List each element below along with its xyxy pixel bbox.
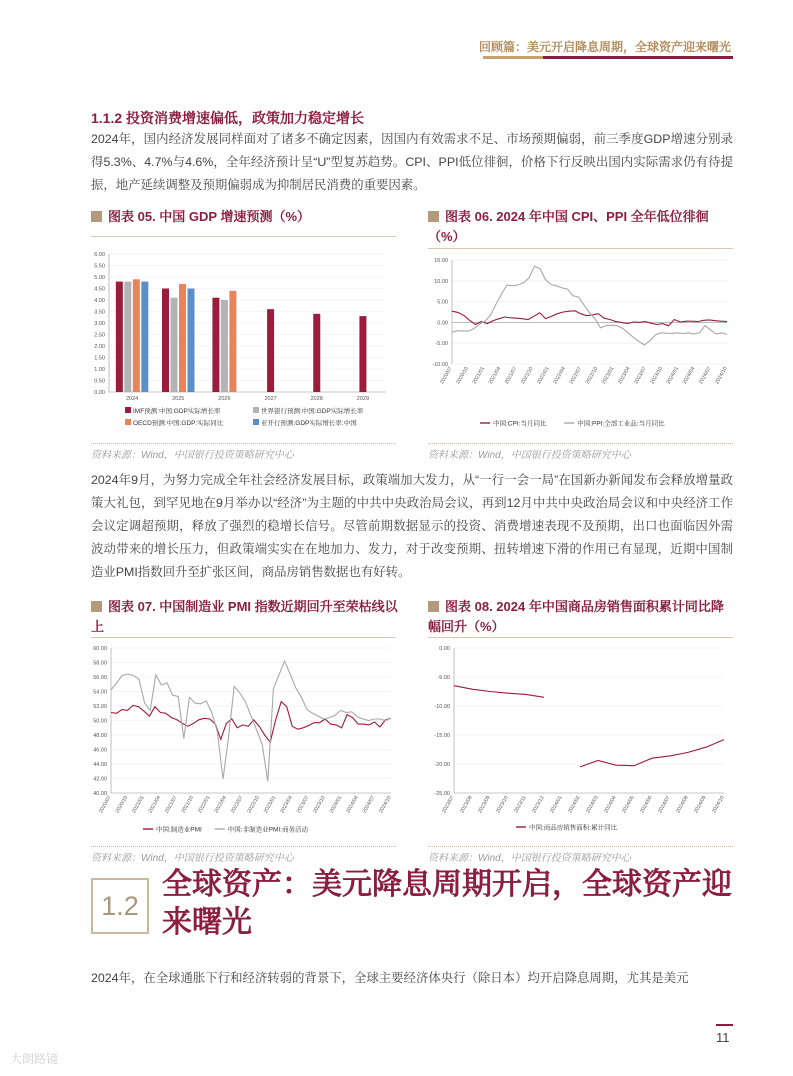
x-tick-label: 2028 (310, 396, 323, 402)
y-tick-label: 54.00 (93, 689, 107, 696)
y-tick-label: 56.00 (93, 675, 107, 681)
legend-swatch (125, 407, 131, 413)
x-tick-label: 2022/10 (584, 366, 600, 386)
legend-swatch (253, 419, 259, 425)
bar (359, 316, 366, 392)
figure-08-dotted (428, 846, 733, 847)
section-title: 1.1.2 投资消费增速偏低，政策加力稳定增长 (91, 110, 365, 126)
x-tick-label: 2024/04 (681, 366, 697, 386)
x-tick-label: 2024/07 (657, 795, 672, 815)
series-line (111, 661, 391, 781)
x-tick-label: 2023/11 (513, 795, 528, 814)
x-tick-label: 2021/04 (487, 366, 503, 386)
watermark-logo: 大朗路镜 (10, 1052, 59, 1066)
figure-07-chart (91, 642, 396, 842)
y-tick-label: 5.50 (94, 263, 105, 270)
figure-05-dotted (91, 443, 396, 444)
x-tick-label: 2023/07 (295, 795, 311, 815)
x-tick-label: 2024/02 (567, 795, 582, 815)
x-tick-label: 2023/01 (600, 366, 616, 386)
x-tick-label: 2023/10 (495, 795, 510, 815)
y-tick-label: 4.50 (94, 286, 105, 293)
y-tick-label: 0.00 (437, 320, 448, 327)
x-tick-label: 2023/10 (312, 795, 327, 815)
x-tick-label: 2023/04 (617, 366, 632, 386)
x-tick-label: 2022/01 (536, 366, 551, 386)
x-tick-label: 2025 (172, 396, 185, 402)
legend-label: 中国:非制造业PMI:商务活动 (227, 826, 308, 834)
section-number-badge: 1.2 (91, 878, 149, 934)
y-tick-label: 50.00 (93, 718, 107, 725)
page-number-rule (716, 1024, 733, 1026)
y-tick-label: -20.00 (434, 762, 450, 768)
legend-label: 中国:制造业PMI (156, 826, 202, 834)
x-tick-label: 2022/07 (229, 795, 245, 815)
x-tick-label: 2024/08 (675, 795, 690, 815)
figure-06-rule (428, 248, 733, 249)
figure-07-title (91, 597, 401, 637)
figure-marker-icon (428, 601, 439, 612)
y-tick-label: 60.00 (93, 646, 107, 652)
legend-label: 中国:PPI:全部工业品:当月同比 (577, 420, 665, 428)
y-tick-label: 4.00 (94, 298, 105, 304)
x-tick-label: 2029 (356, 396, 370, 402)
figure-05-source: 资料来源：Wind，中国银行投资策略研究中心 (91, 450, 294, 461)
figure-07-title-text: 图表 07. 中国制造业 PMI 指数近期回升至荣枯线以上 (91, 599, 398, 634)
series-line (111, 702, 391, 743)
x-tick-label: 2021/10 (180, 795, 196, 815)
y-tick-label: 58.00 (93, 660, 107, 667)
x-tick-label: 2022/04 (552, 366, 567, 386)
y-tick-label: 1.00 (94, 367, 105, 373)
bar (212, 298, 219, 392)
y-tick-label: 48.00 (93, 733, 107, 739)
y-tick-label: -5.00 (435, 341, 448, 348)
x-tick-label: 2022/01 (196, 795, 212, 815)
figure-06-title (428, 207, 733, 247)
y-tick-label: 15.00 (434, 258, 448, 264)
bar (116, 282, 123, 392)
series-line (452, 266, 727, 345)
legend-label: 中国:商品房销售面积:累计同比 (529, 824, 618, 832)
bar (313, 314, 320, 392)
x-tick-label: 2024/03 (585, 795, 600, 815)
y-tick-label: 52.00 (93, 704, 107, 710)
y-tick-label: 5.00 (94, 275, 105, 281)
figure-06-source: 资料来源：Wind，中国银行投资策略研究中心 (428, 450, 631, 461)
series-line (454, 686, 724, 767)
y-tick-label: 3.50 (94, 309, 105, 316)
x-tick-label: 2023/08 (459, 795, 474, 815)
x-tick-label: 2020/07 (98, 795, 113, 815)
y-tick-label: 2.50 (94, 332, 105, 339)
x-tick-label: 2023/07 (633, 366, 648, 386)
x-tick-label: 2024/07 (361, 795, 377, 815)
figure-08-chart (428, 642, 733, 842)
legend-label: OECD预测:中国:GDP:实际同比 (133, 420, 224, 427)
x-tick-label: 2023/12 (531, 795, 546, 815)
y-tick-label: 40.00 (93, 791, 107, 797)
y-tick-label: 5.00 (437, 299, 448, 306)
y-tick-label: 44.00 (93, 762, 107, 768)
y-tick-label: -5.00 (437, 675, 450, 681)
y-tick-label: 3.00 (94, 321, 105, 327)
x-tick-label: 2024/01 (665, 366, 681, 386)
figure-05-title (91, 207, 391, 227)
figure-05-title-text: 图表 05. 中国 GDP 增速预测（%） (108, 209, 311, 224)
x-tick-label: 2023/09 (477, 795, 492, 815)
y-tick-label: -10.00 (434, 704, 450, 710)
figure-08-source: 资料来源：Wind，中国银行投资策略研究中心 (428, 853, 631, 864)
y-tick-label: 1.50 (94, 355, 105, 362)
figure-marker-icon (91, 211, 102, 222)
figure-marker-icon (91, 601, 102, 612)
x-tick-label: 2022/10 (246, 795, 261, 815)
x-tick-label: 2022/07 (568, 366, 584, 386)
paragraph-global: 2024年，在全球通胀下行和经济转弱的背景下，全球主要经济体央行（除日本）均开启降息周期，尤其是美元 (91, 971, 689, 985)
x-tick-label: 2024/06 (639, 795, 654, 815)
paragraph-intro: 2024年，国内经济发展同样面对了诸多不确定因素，因国内有效需求不足、市场预期偏弱，前三季度GDP增速分别录得5.3%、4.7%与4.6%，全年经济预计呈“U”型复苏趋势。CPI、PPI低位徘徊，价格下行反映出国内实际需求仍有待提振，地产延续调整及预期偏弱成为抑制居民消费的重要因素。 (91, 132, 733, 192)
x-tick-label: 2024/10 (378, 795, 393, 815)
figure-08-title (428, 597, 733, 637)
x-tick-label: 2024/09 (693, 795, 708, 815)
x-tick-label: 2021/07 (503, 366, 519, 386)
figure-06-dotted (428, 443, 733, 444)
y-tick-label: 10.00 (434, 278, 448, 285)
y-tick-label: 46.00 (93, 747, 107, 754)
legend-label: 中国:CPI:当月同比 (493, 420, 547, 428)
x-tick-label: 2021/01 (131, 795, 146, 815)
paragraph-policy: 2024年9月，为努力完成全年社会经济发展目标，政策端加大发力，从“一行一会一局”在国新办新闻发布会释放增量政策大礼包，到罕见地在9月举办以“经济”为主题的中共中央政治局会议，再到12月中共中央政治局会议和中央经济工作会议定调超预期，释放了强烈的稳增长信号。尽管前期数据显示的投资、消费增速表现不及预期，出口也面临因外需波动带来的增长压力，但政策端实实在在地加力、发力，对于改变预期、扭转增速下滑的作用已有显现，近期中国制造业PMI指数回升至扩张区间，商品房销售数据也有好转。 (91, 473, 733, 579)
figure-05-rule (91, 236, 396, 237)
x-tick-label: 2021/07 (164, 795, 179, 815)
y-tick-label: 0.50 (94, 378, 105, 385)
x-tick-label: 2024/10 (714, 366, 729, 386)
x-tick-label: 2024/01 (328, 795, 344, 815)
figure-06-title-text: 图表 06. 2024 年中国 CPI、PPI 全年低位徘徊（%） (428, 209, 709, 244)
x-tick-label: 2020/10 (455, 366, 470, 386)
legend-label: 亚开行预测:GDP实际增长率:中国 (261, 420, 357, 427)
x-tick-label: 2024/07 (697, 366, 713, 386)
y-tick-label: 6.00 (94, 252, 105, 258)
x-tick-label: 2024 (125, 396, 139, 402)
y-tick-label: -10.00 (432, 362, 448, 368)
x-tick-label: 2021/01 (471, 366, 487, 386)
bar (229, 291, 236, 392)
figure-05-chart (91, 244, 396, 440)
page-number: 11 (716, 1030, 730, 1045)
y-tick-label: -25.00 (434, 791, 450, 797)
figure-07-dotted (91, 846, 396, 847)
x-tick-label: 2021/04 (147, 795, 163, 815)
bar (179, 284, 186, 392)
bar (221, 300, 228, 392)
figure-marker-icon (428, 211, 439, 222)
figure-06-chart (428, 254, 733, 440)
figure-08-rule (428, 637, 733, 638)
bar (171, 298, 178, 392)
bar (188, 289, 195, 393)
x-tick-label: 2024/01 (549, 795, 564, 815)
section-heading: 全球资产：美元降息周期开启，全球资产迎来曙光 (162, 868, 732, 939)
x-tick-label: 2027 (264, 396, 277, 402)
x-tick-label: 2024/10 (711, 795, 726, 815)
x-tick-label: 2026 (218, 396, 231, 402)
figure-07-source: 资料来源：Wind，中国银行投资策略研究中心 (91, 853, 294, 864)
legend-label: IMF预测:中国:GDP实际增长率 (133, 408, 221, 415)
x-tick-label: 2023/01 (262, 795, 278, 815)
figure-08-title-text: 图表 08. 2024 年中国商品房销售面积累计同比降幅回升（%） (428, 599, 724, 634)
header-rule-accent (483, 56, 543, 59)
bar (124, 282, 131, 392)
legend-swatch (125, 419, 131, 425)
y-tick-label: -15.00 (434, 733, 450, 739)
y-tick-label: 0.00 (439, 646, 450, 652)
x-tick-label: 2023/10 (649, 366, 665, 386)
x-tick-label: 2020/10 (114, 795, 130, 815)
x-tick-label: 2020/07 (439, 366, 454, 386)
y-tick-label: 0.00 (94, 390, 105, 396)
x-tick-label: 2021/10 (520, 366, 535, 386)
x-tick-label: 2022/04 (213, 795, 229, 815)
bar (267, 309, 274, 392)
bar (162, 289, 169, 393)
y-tick-label: 42.00 (93, 776, 107, 783)
x-tick-label: 2024/04 (345, 795, 360, 815)
legend-label: 世界银行预测:中国:GDP实际增长率 (261, 408, 364, 415)
legend-swatch (253, 407, 259, 413)
x-tick-label: 2023/04 (279, 795, 294, 815)
x-tick-label: 2024/04 (603, 795, 618, 815)
x-tick-label: 2023/07 (441, 795, 456, 815)
figure-07-rule (91, 637, 396, 638)
header-title: 回顾篇：美元开启降息周期，全球资产迎来曙光 (478, 40, 731, 54)
bar (133, 279, 140, 392)
y-tick-label: 2.00 (94, 344, 105, 350)
bar (141, 282, 148, 392)
x-tick-label: 2024/05 (621, 795, 636, 815)
